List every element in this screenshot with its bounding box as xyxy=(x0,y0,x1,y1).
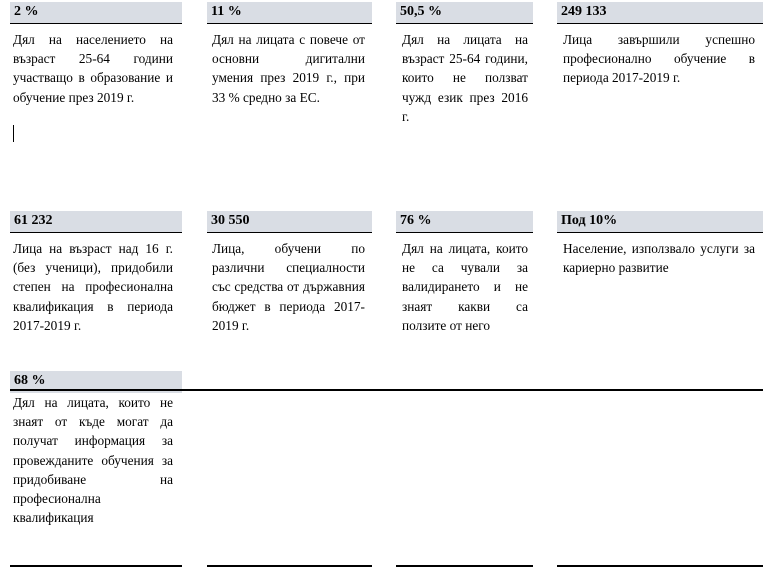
stat-card-3-text: Дял на лицата на възраст 25-64 години, които не ползват чужд език през 2016 г. xyxy=(402,32,528,124)
stat-card-1-value: 2 % xyxy=(10,2,182,24)
table-row-divider xyxy=(10,389,763,391)
bottom-rule-4 xyxy=(557,565,763,567)
stat-card-4-value: 249 133 xyxy=(557,2,763,24)
stat-card-4-text: Лица завършили успешно професионално обучение в периода 2017-2019 г. xyxy=(563,32,755,86)
stat-card-1-text: Дял на населението на възраст 25-64 години участващо в образование и обучение през 2019 г. xyxy=(13,32,173,105)
stat-card-7-value: 76 % xyxy=(396,211,533,233)
stat-card-2-value: 11 % xyxy=(207,2,372,24)
stat-card-5-text: Лица на възраст над 16 г. (без ученици), придобили степен на професионална квалификация в периода 2017-2019 г. xyxy=(13,241,173,333)
bottom-rule-2 xyxy=(207,565,372,567)
text-cursor xyxy=(13,125,14,142)
stat-card-9-text: Дял на лицата, които не знаят от къде могат да получат информация за провежданите обучения за придобиване на професионална квалификация xyxy=(13,395,173,526)
stat-card-6-value: 30 550 xyxy=(207,211,372,233)
bottom-rule-3 xyxy=(396,565,533,567)
stat-card-6-text: Лица, обучени по различни специалности със средства от държавния бюджет в периода 2017-2019 г. xyxy=(212,241,365,333)
stat-card-3-value: 50,5 % xyxy=(396,2,533,24)
stat-card-2-text: Дял на лицата с повече от основни дигитални умения през 2019 г., при 33 % средно за ЕС. xyxy=(212,32,365,105)
stat-card-8-text: Население, използвало услуги за кариерно развитие xyxy=(563,241,755,276)
stat-card-7-text: Дял на лицата, които не са чували за валидирането и не знаят какви са ползите от него xyxy=(402,241,528,333)
stat-card-5-value: 61 232 xyxy=(10,211,182,233)
bottom-rule-1 xyxy=(10,565,182,567)
stat-card-8-value: Под 10% xyxy=(557,211,763,233)
stat-card-9-value: 68 % xyxy=(10,371,182,393)
